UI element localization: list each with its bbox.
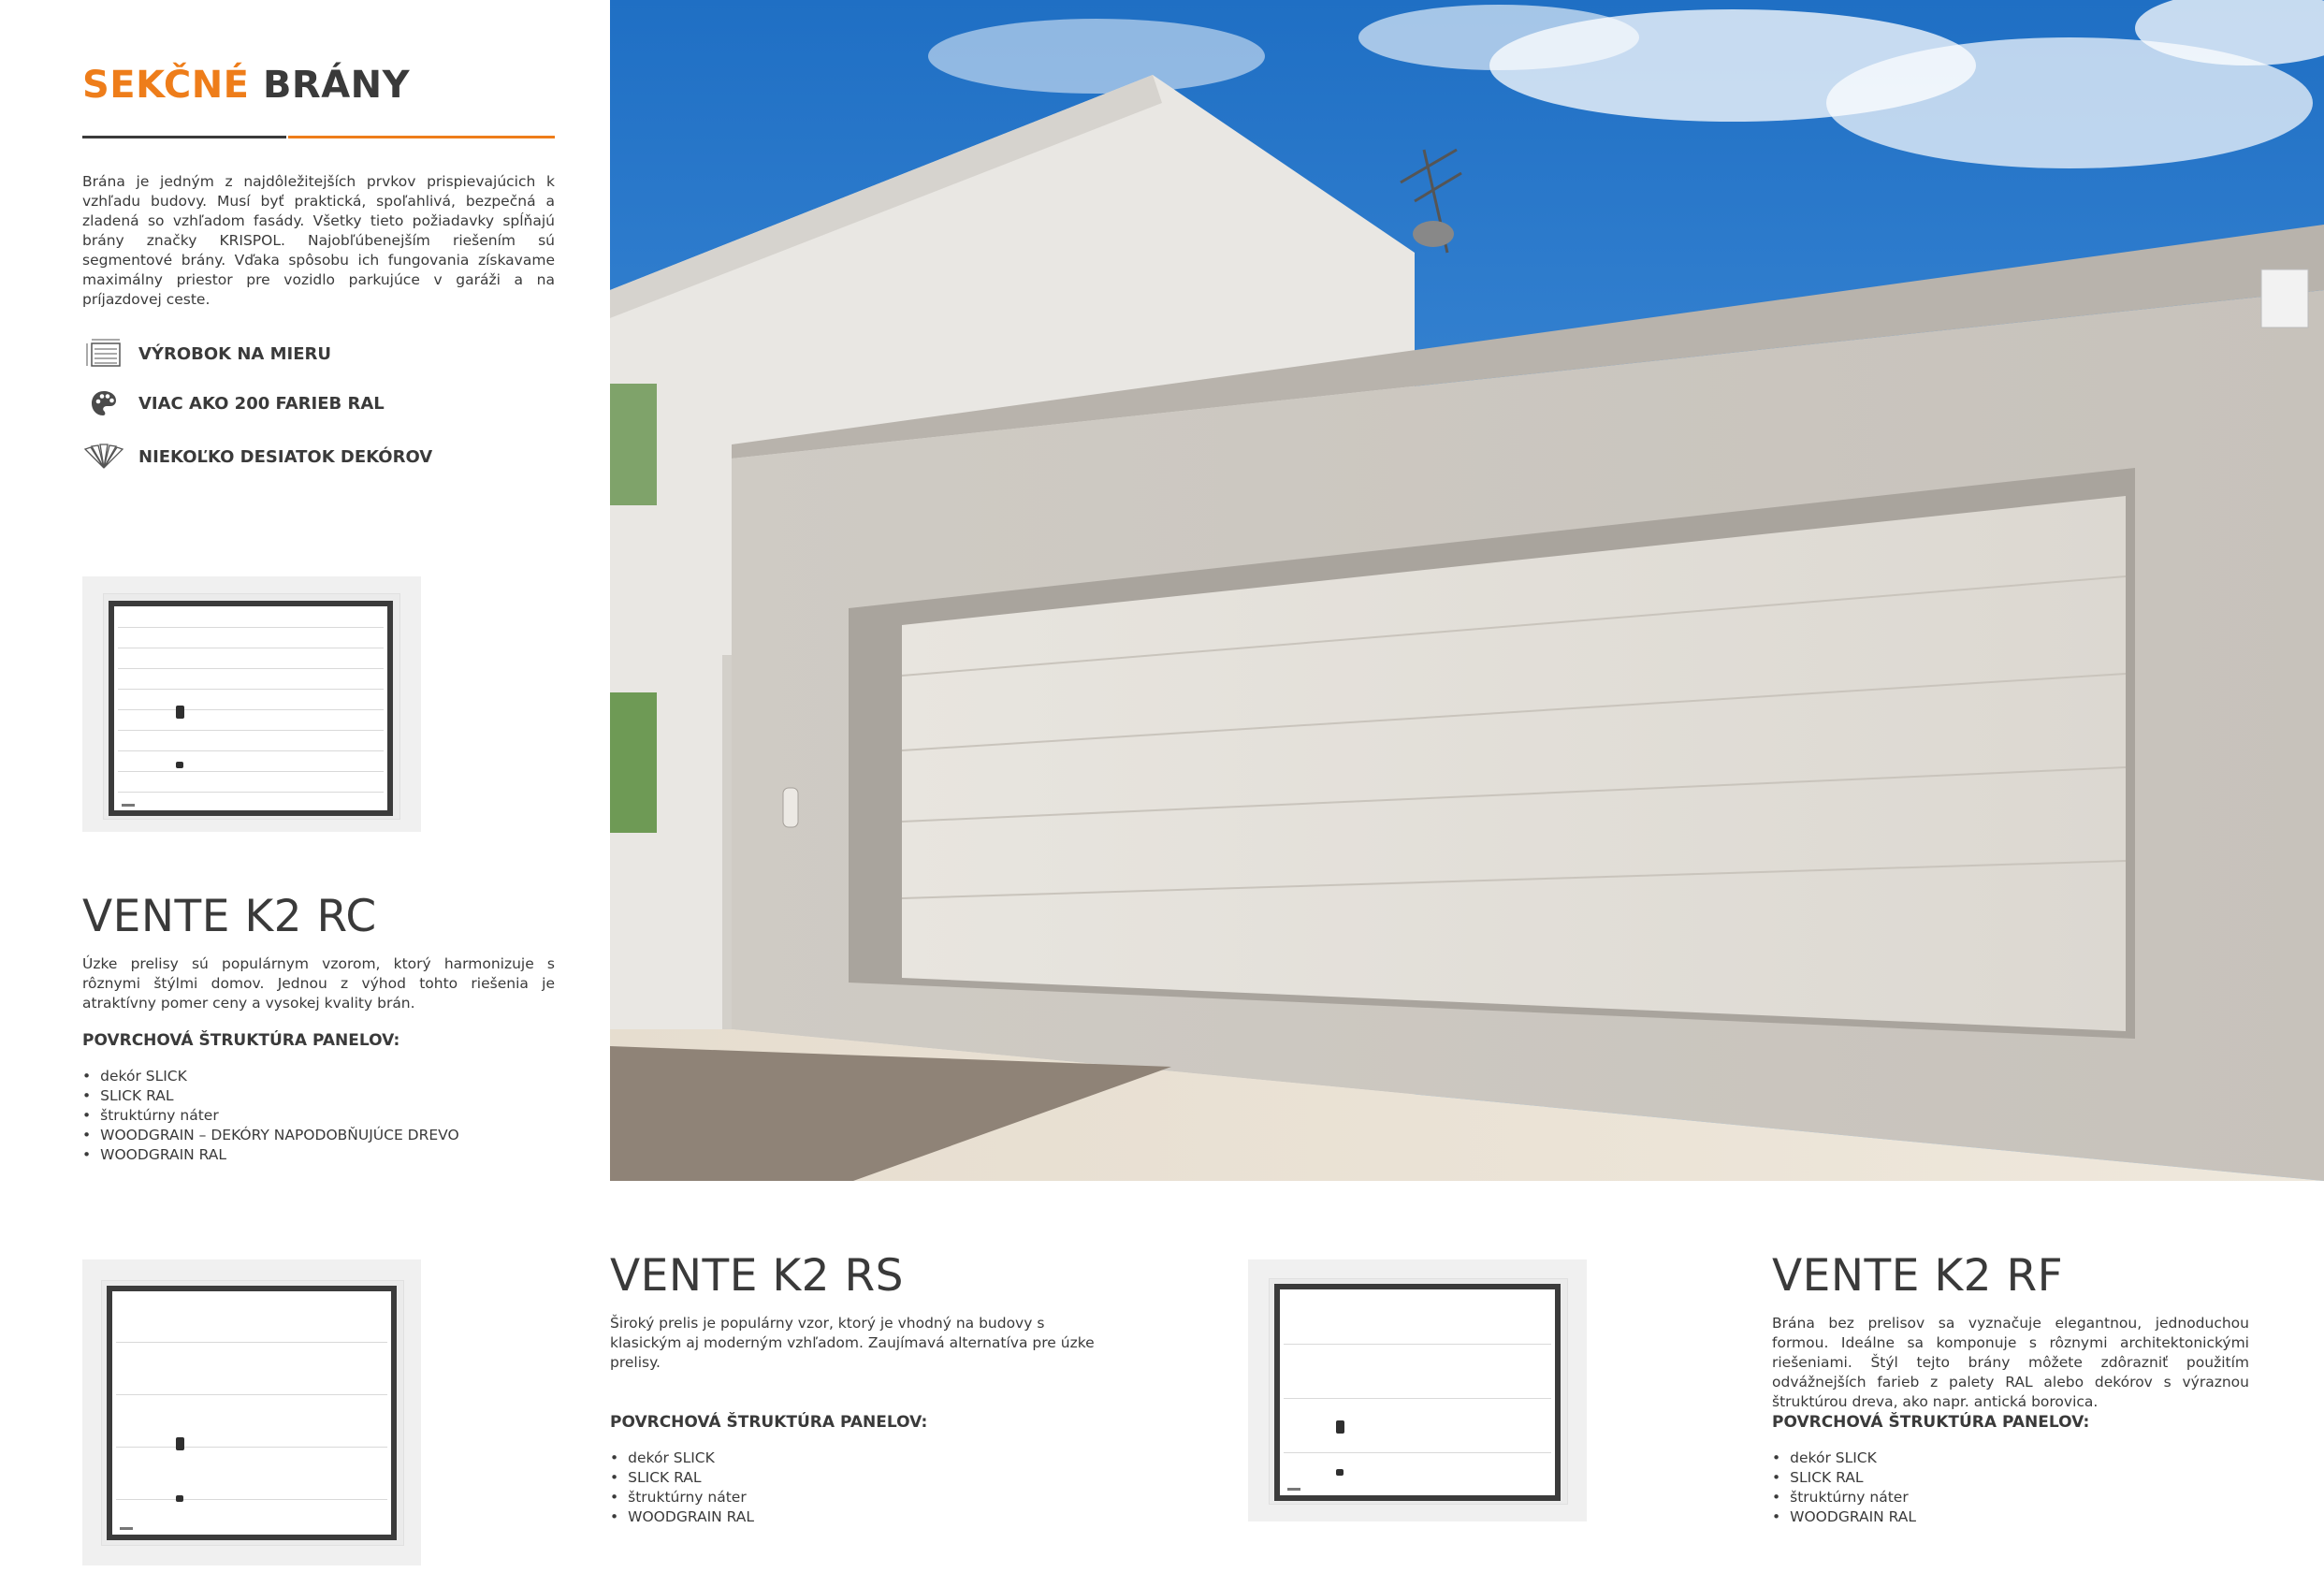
product-title-rf: VENTE K2 RF <box>1772 1250 2064 1302</box>
garage-door-rc <box>109 601 393 816</box>
intro-text: Brána je jedným z najdôležitejších prvkov prispievajúcich k vzhľadu budovy. Musí byť praktická, spoľahlivá, bezpečná a zladená so vzhľadom fasády. Všetky tieto požiadavky spĺňajú brány značky KRISPOL. Najobľúbenejším riešením sú segmentové brány. Vďaka spôsobu ich fungovania získavame maximálny priestor pre vozidlo parkujúce v garáži a na príjazdovej ceste. <box>82 173 555 308</box>
custom-size-icon <box>82 337 125 371</box>
hero-photo <box>610 0 2324 1181</box>
finishes-list-rf <box>1772 1449 1916 1527</box>
title-rest: BRÁNY <box>262 64 411 107</box>
list-item: • dekór SLICK <box>82 1067 459 1086</box>
list-item: • štruktúrny náter <box>82 1106 459 1126</box>
list-item: • WOODGRAIN – DEKÓRY NAPODOBŇUJÚCE DREVO <box>82 1126 459 1145</box>
list-item: • SLICK RAL <box>610 1468 754 1488</box>
feature-label: NIEKOĽKO DESIATOK DEKÓROV <box>138 446 433 467</box>
title-rule-accent <box>288 136 555 138</box>
feature-label: VÝROBOK NA MIERU <box>138 343 332 364</box>
product-image-rs <box>82 1259 421 1565</box>
garage-door-rs <box>107 1286 397 1540</box>
finishes-heading-rs: POVRCHOVÁ ŠTRUKTÚRA PANELOV: <box>610 1413 928 1432</box>
decor-fan-icon <box>82 440 125 473</box>
product-title-rc: VENTE K2 RC <box>82 891 377 942</box>
feature-item <box>82 335 331 372</box>
list-item: • štruktúrny náter <box>1772 1488 1916 1507</box>
finishes-list-rs <box>610 1449 754 1527</box>
product-description-rc: Úzke prelisy sú populárnym vzorom, ktorý harmonizuje s rôznymi štýlmi domov. Jednou z výhod tohto riešenia je atraktívny pomer ceny a vysokej kvality brán. <box>82 955 555 1012</box>
title-accent: SEKČNÉ <box>82 64 250 107</box>
list-item: • WOODGRAIN RAL <box>82 1145 459 1165</box>
page-title <box>82 64 410 107</box>
list-item: • SLICK RAL <box>1772 1468 1916 1488</box>
list-item: • štruktúrny náter <box>610 1488 754 1507</box>
list-item: • dekór SLICK <box>610 1449 754 1468</box>
feature-item <box>82 385 385 422</box>
list-item: • WOODGRAIN RAL <box>610 1507 754 1527</box>
product-title-rs: VENTE K2 RS <box>610 1250 905 1302</box>
garage-door-rf <box>1274 1284 1561 1501</box>
product-description-rs: Široký prelis je populárny vzor, ktorý je vhodný na budovy s klasickým aj moderným vzhľadom. Zaujímavá alternatíva pre úzke prelisy. <box>610 1315 1095 1371</box>
product-image-rf <box>1248 1259 1587 1521</box>
finishes-heading-rc: POVRCHOVÁ ŠTRUKTÚRA PANELOV: <box>82 1031 400 1050</box>
list-item: • dekór SLICK <box>1772 1449 1916 1468</box>
list-item: • SLICK RAL <box>82 1086 459 1106</box>
finishes-list-rc <box>82 1067 459 1165</box>
finishes-heading-rf: POVRCHOVÁ ŠTRUKTÚRA PANELOV: <box>1772 1413 2090 1432</box>
list-item: • WOODGRAIN RAL <box>1772 1507 1916 1527</box>
palette-icon <box>82 386 125 420</box>
feature-item <box>82 438 432 475</box>
title-rule-dark <box>82 136 286 138</box>
product-description-rf: Brána bez prelisov sa vyznačuje elegantnou, jednoduchou formou. Ideálne sa komponuje s rôznymi architektonickými riešeniami. Štýl tejto brány môžete zdôrazniť použitím odvážnejších farieb z palety RAL alebo dekórov s výraznou štruktúrou dreva, ako napr. antická borovica. <box>1772 1315 2249 1410</box>
product-image-rc <box>82 576 421 832</box>
feature-label: VIAC AKO 200 FARIEB RAL <box>138 393 385 414</box>
